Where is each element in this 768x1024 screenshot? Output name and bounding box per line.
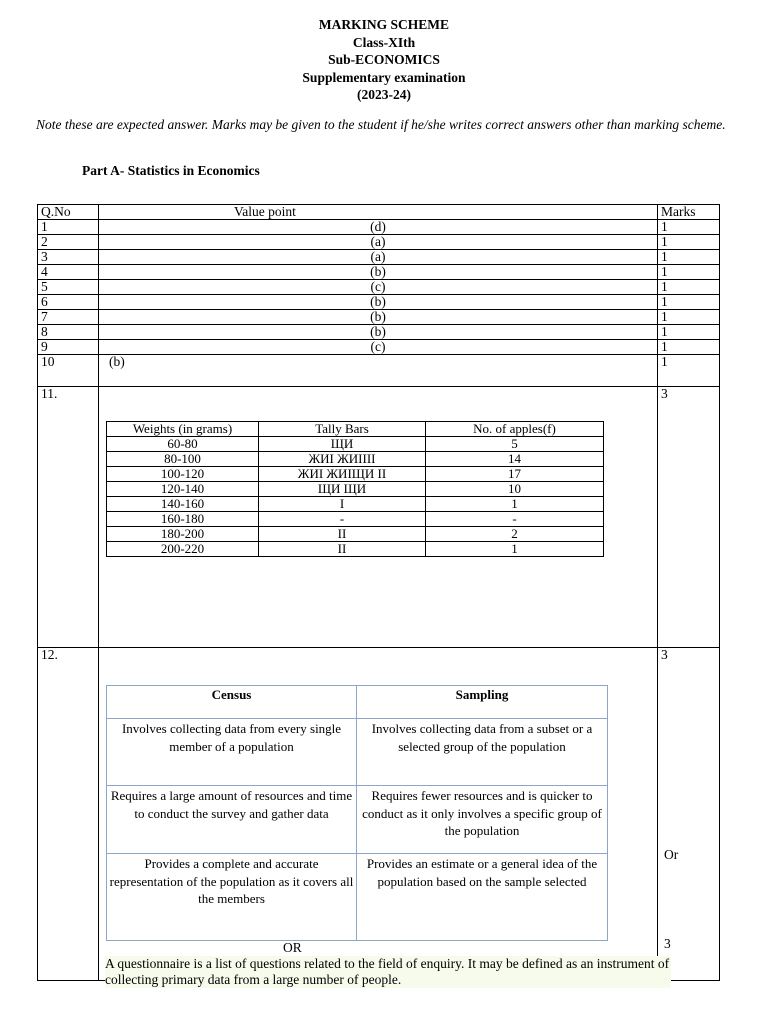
tally-row	[107, 527, 604, 542]
sampling-point: Involves collecting data from a subset or a selected group of the population	[357, 719, 608, 786]
or-mark: Or	[664, 847, 679, 862]
apple-count: 5	[426, 437, 604, 452]
doc-title: MARKING SCHEME	[318, 17, 450, 32]
tally-row	[107, 512, 604, 527]
apple-count: 10	[426, 482, 604, 497]
doc-year: (2023-24)	[357, 87, 411, 102]
marks-value: 1	[658, 250, 720, 265]
tally-bars: ЩИ ЩИ	[259, 482, 426, 497]
table-row	[38, 250, 720, 265]
weight-range: 200-220	[107, 542, 259, 557]
marks-value: 1	[658, 235, 720, 250]
tally-row	[107, 467, 604, 482]
census-header: Census	[107, 686, 357, 719]
tally-header: Weights (in grams)	[107, 422, 259, 437]
tally-row	[107, 482, 604, 497]
census-sampling-table	[106, 685, 608, 941]
answer-value: (c)	[99, 280, 658, 295]
tally-header: Tally Bars	[259, 422, 426, 437]
question-number: 2	[38, 235, 99, 250]
census-point: Requires a large amount of resources and time to conduct the survey and gather data	[107, 786, 357, 854]
answer-value: (b)	[99, 295, 658, 310]
question-number: 7	[38, 310, 99, 325]
weight-range: 140-160	[107, 497, 259, 512]
question-number: 9	[38, 340, 99, 355]
question-number: 12.	[38, 648, 99, 981]
marks-value: 1	[658, 280, 720, 295]
tally-bars: ЖИI ЖИIЩИ II	[259, 467, 426, 482]
apple-count: -	[426, 512, 604, 527]
apple-count: 2	[426, 527, 604, 542]
marks-value: 1	[658, 325, 720, 340]
table-row	[38, 220, 720, 235]
questionnaire-answer: A questionnaire is a list of questions related to the field of enquiry. It may be defined as an instrument of collecting primary data from a large number of people.	[105, 956, 670, 987]
weight-range: 60-80	[107, 437, 259, 452]
marks-value: 1	[658, 340, 720, 355]
document-header	[0, 16, 768, 104]
apple-count: 1	[426, 497, 604, 512]
question-number: 4	[38, 265, 99, 280]
tally-bars: -	[259, 512, 426, 527]
or-label: OR	[283, 940, 302, 955]
table-row	[38, 235, 720, 250]
alt-marks: 3	[664, 936, 671, 951]
table-row	[38, 340, 720, 355]
census-header-row	[107, 686, 608, 719]
marks-value: 3	[658, 387, 720, 648]
question-number: 1	[38, 220, 99, 235]
weight-range: 100-120	[107, 467, 259, 482]
marks-value: 1	[658, 265, 720, 280]
tally-bars: I	[259, 497, 426, 512]
marks-value: 1	[658, 295, 720, 310]
question-number: 10	[38, 355, 99, 387]
answer-value: (b)	[99, 325, 658, 340]
part-title: Part A- Statistics in Economics	[82, 163, 260, 178]
apple-count: 14	[426, 452, 604, 467]
weight-range: 120-140	[107, 482, 259, 497]
tally-header: No. of apples(f)	[426, 422, 604, 437]
marks-value: 1	[658, 310, 720, 325]
weight-range: 160-180	[107, 512, 259, 527]
tally-row	[107, 437, 604, 452]
tally-row	[107, 452, 604, 467]
answer-value: (b)	[99, 265, 658, 280]
table-row	[38, 265, 720, 280]
census-point: Provides a complete and accurate representation of the population as it covers all the members	[107, 854, 357, 941]
question-number: 3	[38, 250, 99, 265]
apple-count: 1	[426, 542, 604, 557]
tally-header-row	[107, 422, 604, 437]
question-number: 5	[38, 280, 99, 295]
header-row	[38, 205, 720, 220]
weight-range: 80-100	[107, 452, 259, 467]
census-row	[107, 786, 608, 854]
tally-bars: II	[259, 527, 426, 542]
tally-bars: ЖИI ЖИIIII	[259, 452, 426, 467]
marks-value: 1	[658, 220, 720, 235]
doc-subject: Sub-ECONOMICS	[328, 52, 440, 67]
tally-row	[107, 542, 604, 557]
value-point-header: Value point	[99, 205, 658, 220]
note-text: Note these are expected answer. Marks may be given to the student if he/she writes correct answers other than marking scheme.	[36, 117, 726, 132]
doc-exam: Supplementary examination	[302, 69, 466, 85]
census-row	[107, 719, 608, 786]
answer-value: (b)	[99, 355, 658, 387]
tally-row	[107, 497, 604, 512]
answer-value: (a)	[99, 250, 658, 265]
sampling-header: Sampling	[357, 686, 608, 719]
qno-header: Q.No	[38, 205, 99, 220]
apple-count: 17	[426, 467, 604, 482]
question-number: 8	[38, 325, 99, 340]
sampling-point: Provides an estimate or a general idea of the population based on the sample selected	[357, 854, 608, 941]
marks-header: Marks	[658, 205, 720, 220]
tally-bars: ЩИ	[259, 437, 426, 452]
table-row	[38, 355, 720, 387]
question-number: 11.	[38, 387, 99, 648]
tally-bars: II	[259, 542, 426, 557]
weight-range: 180-200	[107, 527, 259, 542]
marks-value: 1	[658, 355, 720, 387]
sampling-point: Requires fewer resources and is quicker to conduct as it only involves a specific group of the population	[357, 786, 608, 854]
answer-value: (c)	[99, 340, 658, 355]
table-row	[38, 295, 720, 310]
tally-table	[106, 421, 604, 557]
answer-value: (a)	[99, 235, 658, 250]
doc-class: Class-XIth	[352, 34, 416, 50]
answer-value: (d)	[99, 220, 658, 235]
census-point: Involves collecting data from every single member of a population	[107, 719, 357, 786]
table-row	[38, 325, 720, 340]
marks-value: 3	[658, 648, 720, 981]
table-row	[38, 310, 720, 325]
table-row	[38, 280, 720, 295]
answer-value: (b)	[99, 310, 658, 325]
census-row	[107, 854, 608, 941]
question-number: 6	[38, 295, 99, 310]
